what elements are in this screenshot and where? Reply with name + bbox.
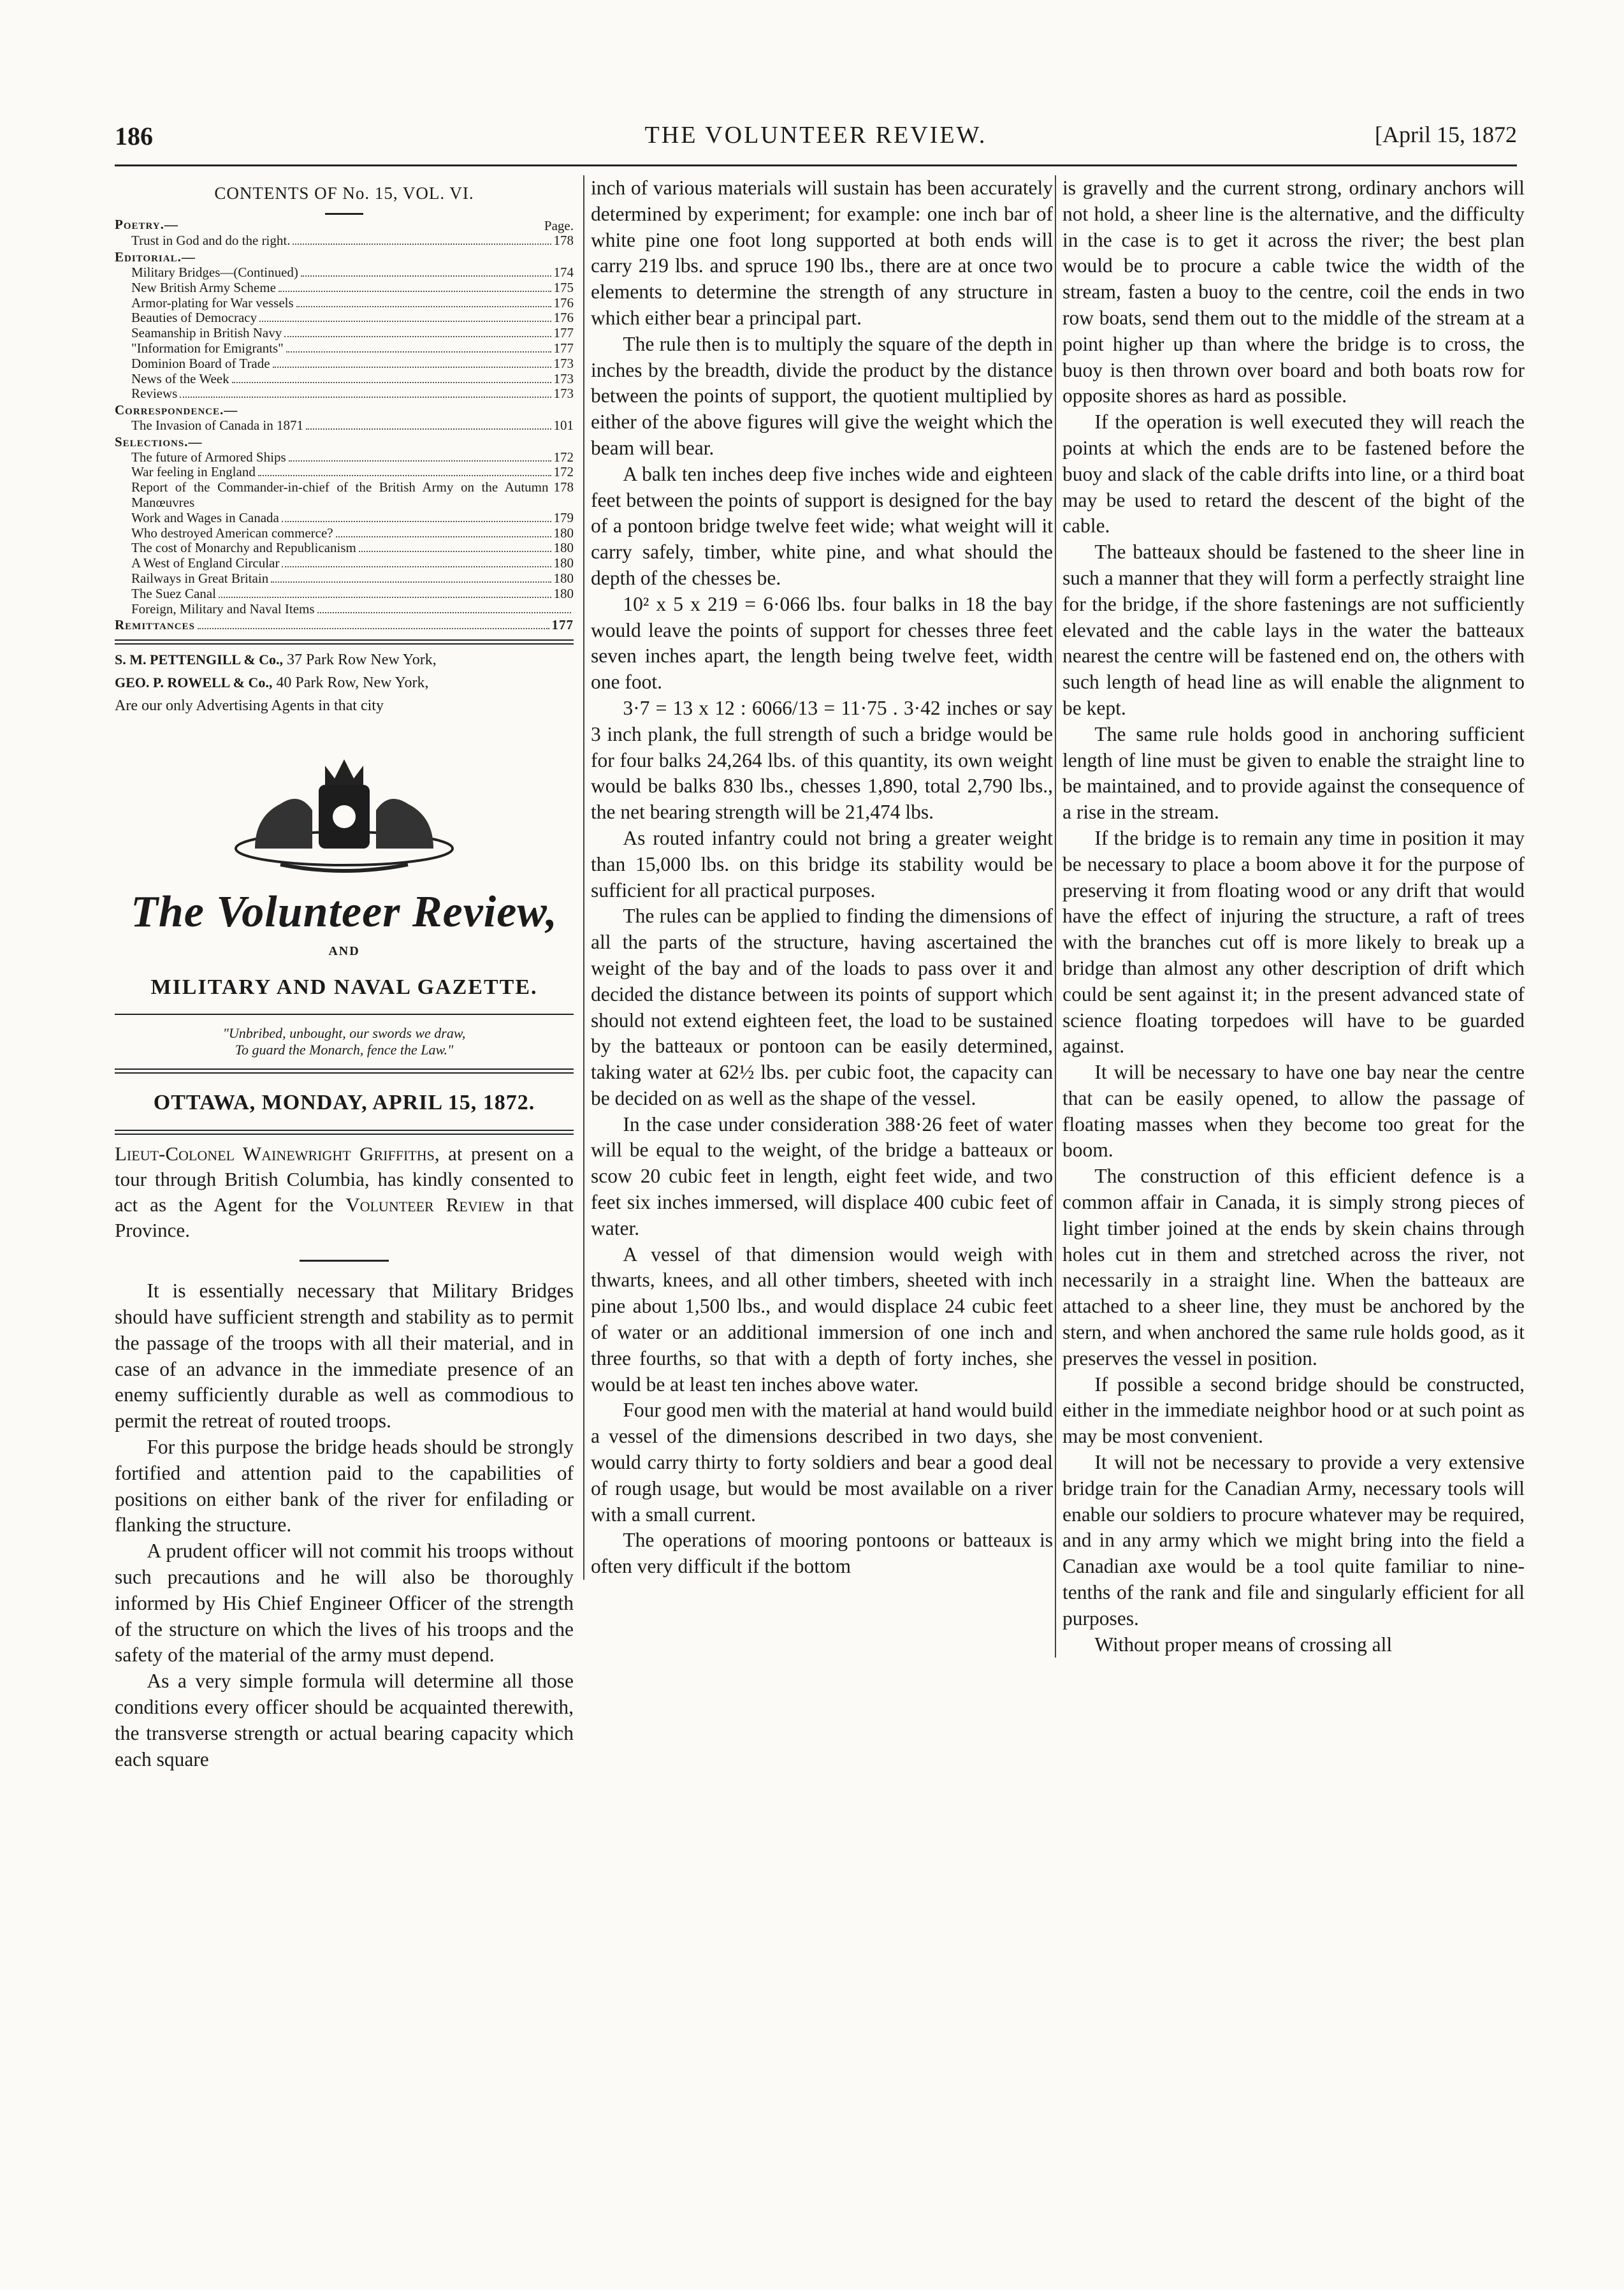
toc-entry-title: News of the Week xyxy=(131,370,229,386)
running-date: [April 15, 1872 xyxy=(1375,122,1517,147)
article-paragraph: Without proper means of crossing all xyxy=(1094,1633,1393,1656)
contents-heading: CONTENTS OF No. 15, VOL. VI. xyxy=(214,184,474,203)
table-of-contents xyxy=(115,217,574,633)
article-paragraph: is gravelly and the current strong, ordinary anchors will not hold, a sheer line is the alternative, and the difficulty in the case is to get it across the river; the best plan would be to procure a cable twice the width of the stream, fasten a buoy to the centre, coil the ends in two row boats, send them out to the middle of the stream at a point higher up than where the bridge is to cross, the buoy is then thrown over board and both boats row for opposite shores as hard as possible. xyxy=(1062,177,1525,407)
masthead-title: The Volunteer Review, xyxy=(131,887,558,937)
notice-name: Lieut-Colonel Wainewright Griffiths, xyxy=(115,1142,440,1165)
toc-section: Selections.— xyxy=(115,434,203,449)
toc-entry xyxy=(115,541,574,556)
toc-section: Remittances 177 xyxy=(115,617,574,633)
agents-note: Are our only Advertising Agents in that city xyxy=(115,697,384,715)
toc-entry-title: Who destroyed American commerce? xyxy=(131,525,333,541)
divider xyxy=(115,1014,574,1015)
toc-entry-page: 174 xyxy=(553,264,574,280)
toc-entry-title: Trust in God and do the right. xyxy=(131,233,291,249)
toc-entry-title: Foreign, Military and Naval Items xyxy=(131,601,315,616)
toc-entry-title: The future of Armored Ships xyxy=(131,449,286,465)
article-paragraph: For this purpose the bridge heads should be strongly fortified and attention paid to the capabilities of positions on either bank of the river for enfilading or flanking the structure. xyxy=(115,1436,574,1536)
toc-entry-page: 173 xyxy=(553,386,574,402)
article-paragraph: Four good men with the material at hand would build a vessel of the dimensions described in two days, she would carry thirty to forty soldiers and bear a good deal of rough usage, but would be most available on a river with a small current. xyxy=(591,1399,1053,1526)
toc-entry-page: 176 xyxy=(553,310,574,326)
divider xyxy=(325,213,363,215)
dateline: OTTAWA, MONDAY, APRIL 15, 1872. xyxy=(153,1090,535,1114)
toc-entry xyxy=(115,587,574,602)
toc-page-label: Page. xyxy=(544,217,574,233)
toc-entry-title: New British Army Scheme xyxy=(131,279,276,295)
running-title: THE VOLUNTEER REVIEW. xyxy=(644,122,987,149)
article-paragraph: If the bridge is to remain any time in position it may be necessary to place a boom above it for the purpose of preserving it from floating wood or any drift that would have the effect of injuring the structure, a raft of trees with the branches cut off is more likely to break up a bridge than almost any other description of drift which could be sent against it; in the present advanced state of science floating torpedoes will have to be guarded against. xyxy=(1062,826,1525,1058)
toc-entry-page: 173 xyxy=(553,355,574,371)
masthead-and: AND xyxy=(328,944,360,958)
toc-entry-page: 172 xyxy=(553,464,574,480)
toc-entry-page: 172 xyxy=(553,449,574,465)
article-paragraph: The operations of mooring pontoons or batteaux is often very difficult if the bottom xyxy=(591,1529,1053,1578)
toc-entry-page: 177 xyxy=(553,340,574,356)
toc-section: Poetry.— xyxy=(115,216,178,232)
toc-entry-page: 180 xyxy=(553,585,574,601)
toc-entry xyxy=(115,386,574,402)
article-paragraph: The construction of this efficient defence is a common affair in Canada, it is simply strong pieces of light timber joined at the ends by skein chains through holes cut in them and stretched across the river, not necessarily in a straight line. When the batteaux are attached to a sheer line, they must be anchored by the stern, and when anchored the same rule holds good, as it preserves the vessel in position. xyxy=(1062,1165,1525,1369)
notice-end: in that Province. xyxy=(115,1193,574,1242)
article-paragraph: 3·7 = 13 x 12 : 6066/13 = 11·75 . 3·42 inches or say 3 inch plank, the full strength of such a bridge would be for four balks 24,264 lbs. of this quantity, its own weight would be balks 830 lbs., chesses 1,890, total 2,790 lbs., the net bearing strength will be 21,474 lbs. xyxy=(591,696,1053,824)
article-paragraph: If the operation is well executed they will reach the points at which the ends are to be fastened before the buoy and slack of the cable drifts into line, or a third boat may be used to retard the descent of the bight of the cable. xyxy=(1062,411,1525,537)
toc-entry xyxy=(115,526,574,541)
toc-entry-title: Seamanship in British Navy xyxy=(131,325,282,341)
article-paragraph: The rule then is to multiply the square of the depth in inches by the breadth, divide the product by the distance between the points of support, the quotient multiplied by either of the above figures will give the weight which the beam will bear. xyxy=(591,332,1053,459)
toc-entry-title: Military Bridges—(Continued) xyxy=(131,264,298,280)
toc-entry-page: 175 xyxy=(553,279,574,295)
agent-entry xyxy=(115,651,574,669)
toc-entry xyxy=(115,326,574,341)
toc-entry-page: 178 xyxy=(553,233,574,249)
article-body-col1 xyxy=(115,1278,574,1772)
toc-entry-title: War feeling in England xyxy=(131,464,256,480)
article-paragraph: The batteaux should be fastened to the sheer line in such a manner that they will form a perfectly straight line for the bridge, if the shore fastenings are not sufficiently elevated and the cable lays in the water the batteaux nearest the centre will be fastened end on, the others with such length of head line as will enable the alignment to be kept. xyxy=(1062,541,1525,719)
toc-entry-page: 179 xyxy=(553,509,574,525)
toc-entry-title: A West of England Circular xyxy=(131,555,280,571)
article-paragraph: If possible a second bridge should be constructed, either in the immediate neighbor hood or at such point as may be most convenient. xyxy=(1062,1373,1525,1448)
toc-entry-title: Dominion Board of Trade xyxy=(131,355,270,371)
toc-entry xyxy=(115,356,574,372)
toc-entry xyxy=(115,281,574,296)
notice-text: at present on a tour through British Columbia, has kindly consented to act as the Agent for the xyxy=(115,1142,574,1216)
header-rule xyxy=(115,164,1517,166)
article-paragraph: A balk ten inches deep five inches wide and eighteen feet between the points of support is designed for the bay of a pontoon bridge twelve feet wide; what weight will it carry safely, timber, white pine, and what should the depth of the chesses be. xyxy=(591,462,1053,589)
notice-paper: Volunteer Review xyxy=(345,1193,505,1216)
toc-entry xyxy=(115,556,574,571)
royal-arms-emblem xyxy=(217,740,472,880)
article-paragraph: As a very simple formula will determine all those conditions every officer should be acquainted therewith, the transverse strength or actual bearing capacity which each square xyxy=(115,1670,574,1770)
divider xyxy=(115,1068,574,1074)
toc-entry-title: Report of the Commander-in-chief of the British Army on the Autumn Manœuvres xyxy=(131,479,549,510)
toc-entry xyxy=(115,571,574,587)
agent-notice xyxy=(115,1141,574,1243)
advertising-agents xyxy=(115,651,574,715)
divider xyxy=(300,1260,389,1262)
toc-entry xyxy=(115,480,574,511)
agent-name: S. M. PETTENGILL & Co., xyxy=(115,652,284,668)
agent-address: 37 Park Row New York, xyxy=(287,652,437,669)
toc-entry-title: The cost of Monarchy and Republicanism xyxy=(131,540,356,556)
toc-entry xyxy=(115,296,574,311)
toc-entry xyxy=(115,341,574,356)
toc-entry xyxy=(115,602,574,617)
article-paragraph: The same rule holds good in anchoring sufficient length of line must be given to enable the straight line to be maintained, and to provide against the consequence of a rise in the stream. xyxy=(1062,722,1525,824)
toc-entry-page: 178 xyxy=(553,479,574,495)
page-number: 186 xyxy=(115,122,153,150)
toc-entry xyxy=(115,372,574,387)
column-2 xyxy=(583,175,1053,1580)
toc-entry xyxy=(115,233,574,249)
toc-entry xyxy=(115,465,574,480)
toc-entry xyxy=(115,265,574,281)
toc-entry-title: The Suez Canal xyxy=(131,585,216,601)
toc-entry-title: The Invasion of Canada in 1871 xyxy=(131,417,304,433)
article-paragraph: The rules can be applied to finding the dimensions of all the parts of the structure, having ascertained the weight of the bay and of the loads to pass over it and decided the distance between its points of support which should not extend eighteen feet, the load to be sustained by the batteaux or pontoon can be easily determined, taking water at 62½ lbs. per cubic foot, the capacity can be decided on as well as the shape of the vessel. xyxy=(591,905,1053,1109)
article-paragraph: It will not be necessary to provide a very extensive bridge train for the Canadian Army, necessary tools will enable our soldiers to procure whatever may be required, and in any army which we might bring into the field a Canadian axe would be a tool quite familiar to nine-tenths of the rank and file and singularly efficient for all purposes. xyxy=(1062,1451,1525,1630)
toc-entry-page: 180 xyxy=(553,540,574,556)
divider xyxy=(115,1130,574,1135)
agent-name: GEO. P. ROWELL & Co., xyxy=(115,675,273,691)
divider xyxy=(115,639,574,645)
article-paragraph: It will be necessary to have one bay near the centre that can be easily opened, to allow the passage of floating masses when they become too great for the boom. xyxy=(1062,1061,1525,1162)
agent-entry xyxy=(115,674,574,692)
masthead-subtitle: MILITARY AND NAVAL GAZETTE. xyxy=(150,975,538,999)
masthead-motto xyxy=(115,1025,574,1058)
running-header xyxy=(115,121,1517,159)
toc-entry xyxy=(115,511,574,526)
toc-entry-page: 180 xyxy=(553,570,574,586)
column-3 xyxy=(1055,175,1525,1658)
toc-entry-title: Beauties of Democracy xyxy=(131,310,257,326)
toc-entry xyxy=(115,450,574,465)
toc-entry-page: 180 xyxy=(553,555,574,571)
toc-entry xyxy=(115,310,574,326)
toc-entry-page: 173 xyxy=(553,370,574,386)
article-paragraph: In the case under consideration 388·26 feet of water will be equal to the weight, of the bridge a batteaux or scow 20 cubic feet in length, eight feet wide, and two feet six inches immersed, will displace 400 cubic feet of water. xyxy=(591,1112,1053,1239)
article-paragraph: A prudent officer will not commit his troops without such precautions and he will also be thoroughly informed by His Chief Engineer Officer of the strength of the structure on which the lives of his troops and the safety of the material of the army must depend. xyxy=(115,1540,574,1666)
toc-entry xyxy=(115,418,574,434)
motto-line: To guard the Monarch, fence the Law." xyxy=(235,1041,454,1058)
toc-entry-page: 101 xyxy=(553,417,574,433)
toc-entry-page: 176 xyxy=(553,295,574,310)
toc-entry-page: 177 xyxy=(553,325,574,341)
article-paragraph: As routed infantry could not bring a greater weight than 15,000 lbs. on this bridge its stability would be sufficient for all practical purposes. xyxy=(591,826,1053,901)
toc-entry-title: Work and Wages in Canada xyxy=(131,509,279,525)
agent-address: 40 Park Row, New York, xyxy=(276,675,429,692)
toc-entry-title: Armor-plating for War vessels xyxy=(131,295,294,310)
toc-section: Correspondence.— xyxy=(115,402,238,418)
article-paragraph: inch of various materials will sustain has been accurately determined by experiment; for example: one inch bar of white pine one foot long supported at both ends will carry 219 lbs. and spruce 190 lbs., there are at once two elements to determine the strength of any structure in which either bear a principal part. xyxy=(591,177,1053,329)
toc-entry-title: "Information for Emigrants" xyxy=(131,340,284,356)
motto-line: "Unbribed, unbought, our swords we draw, xyxy=(222,1025,466,1041)
column-1 xyxy=(115,175,574,1772)
toc-entry-title: Railways in Great Britain xyxy=(131,570,269,586)
article-paragraph: A vessel of that dimension would weigh with thwarts, knees, and all other timbers, sheeted with inch pine about 1,500 lbs., and would displace 24 cubic feet of water or an additional immersion of one inch and three fourths, so that with a depth of forty inches, she would be at least ten inches above water. xyxy=(591,1243,1053,1396)
article-paragraph: 10² x 5 x 219 = 6·066 lbs. four balks in 18 the bay would leave the points of support for chesses three feet seven inches apart, the length being twelve feet, width one foot. xyxy=(591,592,1053,694)
toc-section: Editorial.— xyxy=(115,249,196,265)
toc-entry-title: Reviews xyxy=(131,386,178,402)
toc-entry-page: 180 xyxy=(553,525,574,541)
article-paragraph: It is essentially necessary that Military Bridges should have sufficient strength and stability as to permit the passage of the troops with all their material, and in case of an advance in the immediate presence of an enemy sufficiently durable as well as commodious to permit the retreat of routed troops. xyxy=(115,1280,574,1433)
